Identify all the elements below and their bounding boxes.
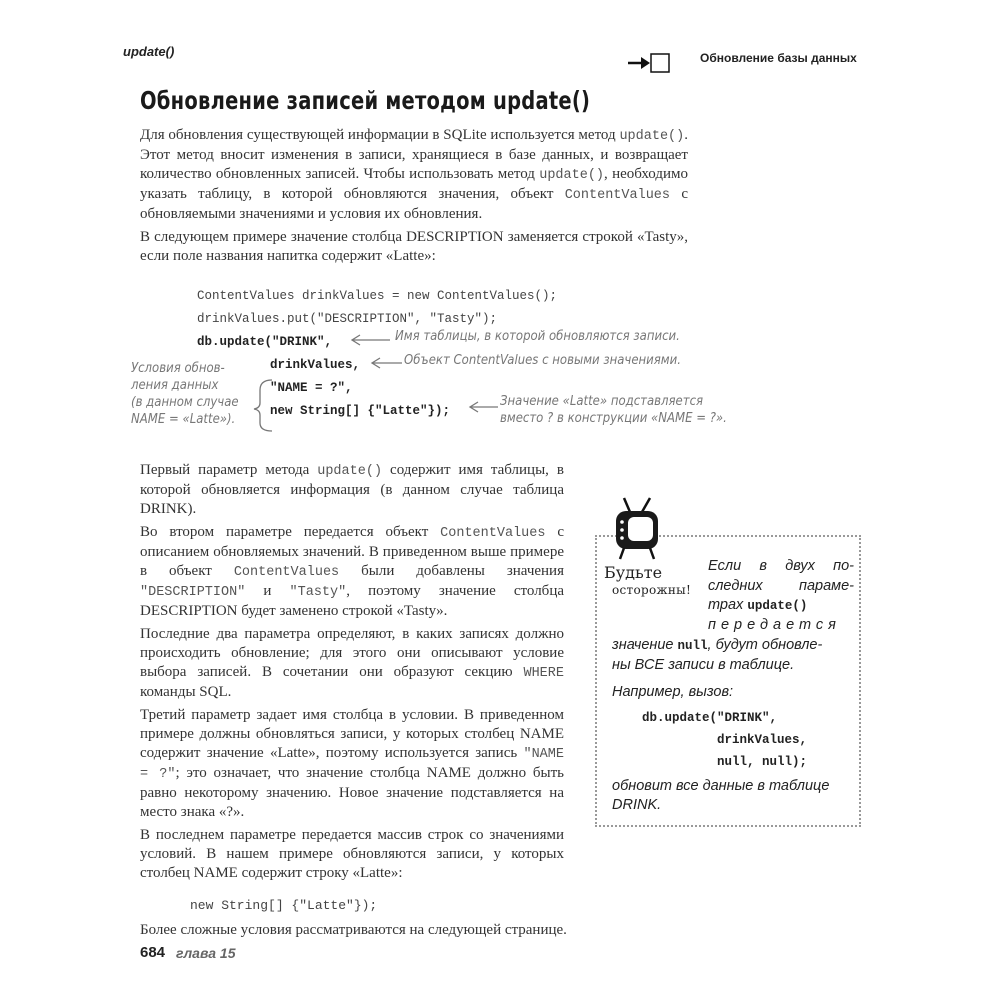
note-code: null (677, 639, 708, 653)
text-run: , поэтому значение столбца DESCRIPTION будет заменено строкой «Tasty». (140, 583, 564, 619)
note-text-part: трах (708, 597, 748, 613)
body-text (140, 461, 567, 944)
note-text: ны ВСЕ записи в таблице. (612, 656, 795, 673)
note-text: Если в двух по- (708, 558, 854, 574)
note-text: следних параме- (708, 577, 854, 594)
inline-code: WHERE (523, 666, 564, 681)
note-text: передается (708, 616, 841, 633)
note-outro: обновит все данные в таблице DRINK. (612, 777, 830, 813)
annotation-values: Объект ContentValues с новыми значениями. (404, 353, 681, 368)
text-run: были добавлены значения (339, 563, 564, 579)
paragraph (140, 228, 688, 266)
note-code-line: db.update("DRINK", (642, 710, 778, 725)
text-run: и (245, 583, 290, 599)
arrow-icon (470, 402, 498, 412)
paragraph (140, 625, 564, 702)
paragraph (140, 706, 564, 822)
text-run: В последнем параметре передается массив строк со значениями условий. В нашем примере обновляются записи, у которых столбец NAME содержит строку «Latte»: (140, 827, 564, 881)
text-run: команды SQL. (140, 684, 232, 700)
annotation-latte: Значение «Latte» подставляется (500, 394, 704, 409)
arrow-icon (352, 335, 390, 345)
inline-code: update() (317, 464, 383, 479)
text-run: Во втором параметре передается объект (140, 524, 441, 540)
code-line: "NAME = ?", (270, 381, 353, 395)
note-text-part: , будут обновле- (707, 637, 823, 653)
intro-text (140, 126, 688, 270)
brace-icon (254, 380, 272, 431)
text-run: с описанием обновляемых значений. В приведенном выше примере в объект (140, 524, 564, 579)
text-run: с обновляемыми значениями и условия их обновления. (140, 186, 688, 222)
page-number: 684 (140, 944, 166, 961)
annotation-condition: NAME = «Latte»). (131, 412, 236, 427)
note-code-line: null, null); (642, 754, 808, 769)
paragraph (140, 461, 564, 519)
text-run: Последние два параметра определяют, в каких записях должно происходить обновление; для этого они описывают условие выбора записей. В сочетании они образуют секцию (140, 626, 564, 680)
code-line: new String[] {"Latte"}); (190, 898, 378, 913)
note-code: update() (747, 599, 808, 613)
paragraph (140, 126, 688, 224)
caution-badge: Будьте (604, 563, 663, 582)
page-title: Обновление записей методом update() (140, 86, 591, 115)
inline-code: ContentValues (233, 565, 340, 580)
annotation-table: Имя таблицы, в которой обновляются записи. (395, 329, 680, 344)
text-run: Для обновления существующей информации в SQLite используется метод (140, 127, 620, 143)
inline-code: "Tasty" (289, 585, 347, 600)
code-line: ContentValues drinkValues = new ContentValues(); (197, 289, 558, 303)
inline-code: update() (539, 168, 605, 183)
text-run: . Этот метод вносит изменения в записи, хранящиеся в базе данных, и возвращает количество обновленных записей. Чтобы использовать метод (140, 127, 688, 182)
closing-text: Более сложные условия рассматриваются на следующей странице. (140, 922, 567, 938)
code-line: drinkValues, (270, 358, 361, 372)
text-run: содержит имя таблицы, в которой обновляется информация (в данном случае таблица DRINK). (140, 462, 564, 517)
note-example-label: Например, вызов: (612, 684, 734, 700)
tv-icon (612, 496, 664, 560)
arrow-into-box-icon (628, 52, 670, 74)
arrow-icon (372, 358, 402, 368)
text-run: , необходимо указать таблицу, в которой обновляются значения, объект (140, 166, 688, 202)
paragraph (140, 523, 564, 621)
text-run: Первый параметр метода (140, 462, 318, 478)
chapter-label: глава 15 (176, 945, 236, 961)
section-label: Обновление базы данных (700, 51, 857, 65)
inline-code: ContentValues (564, 188, 671, 203)
text-run: Третий параметр задает имя столбца в условии. В приведенном примере должны обновляться записи, у которых столбец NAME содержит значение «Latte», поэтому используется запись (140, 707, 564, 761)
annotation-condition: ления данных (131, 378, 219, 393)
inline-code: "NAME = ?" (140, 747, 564, 782)
annotation-latte: вместо ? в конструкции «NAME = ?». (500, 411, 727, 426)
caution-badge: осторожны! (612, 583, 692, 597)
text-run: ; это означает, что значение столбца NAME должно быть равно некоторому значению. Новое значение подставляется на место знака «?». (140, 765, 564, 820)
note-text (708, 596, 854, 616)
paragraph (140, 826, 564, 883)
inline-code: ContentValues (440, 526, 546, 541)
note-text-part: значение (612, 637, 678, 653)
code-line: drinkValues.put("DESCRIPTION", "Tasty"); (197, 312, 498, 326)
running-header: update() (123, 44, 175, 59)
text-run: В следующем примере значение столбца DESCRIPTION заменяется строкой «Tasty», если поле названия напитка содержит «Latte»: (140, 229, 688, 264)
code-line: new String[] {"Latte"}); (270, 404, 451, 418)
inline-code: update() (619, 129, 685, 144)
inline-code: "DESCRIPTION" (140, 585, 246, 600)
annotation-condition: (в данном случае (131, 395, 239, 410)
note-text (612, 636, 852, 656)
code-line: db.update("DRINK", (197, 335, 333, 349)
note-code-line: drinkValues, (642, 732, 808, 747)
annotation-condition: Условия обнов- (131, 361, 225, 376)
